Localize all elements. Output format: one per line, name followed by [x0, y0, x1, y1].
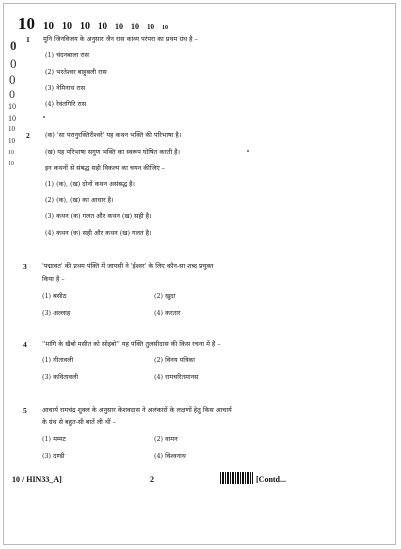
side-number: 0	[9, 87, 15, 101]
header-ten: 10	[62, 21, 72, 32]
option: (2) वामन	[154, 435, 178, 443]
header-ten: 10	[115, 22, 123, 31]
question-number: 3	[23, 262, 27, 271]
option: (1) गीतावली	[42, 356, 74, 364]
question-number: 5	[23, 406, 27, 415]
stray-mark	[247, 150, 249, 152]
option: (3) कथन (क) गलत और कथन (ख) सही है।	[45, 212, 152, 220]
option: (1) मम्मट	[42, 435, 66, 443]
header-ten-big: 10	[18, 14, 35, 33]
stray-mark	[43, 116, 45, 118]
option: (1) (क), (ख) दोनों कथन असंबद्ध है।	[45, 180, 135, 188]
side-number: 0	[10, 56, 17, 71]
question-stem: ''मांगि के खैबो मसीत को सोइबो'' यह पंक्ति तुलसीदास की किस रचना में है –	[42, 340, 221, 348]
option: (4) रेवंतगिरि रास	[45, 100, 87, 108]
option: (2) भरतेश्वर बाहुबली रास	[45, 68, 107, 76]
paper-code: 10 / HIN33_A]	[12, 475, 62, 484]
side-number: 10	[8, 102, 16, 111]
option: (4) विश्वनाथ	[154, 452, 186, 460]
option: (1) चंदनबाला रास	[45, 51, 89, 59]
header-ten: 10	[131, 22, 139, 31]
side-number: 10	[8, 137, 15, 145]
option: (3) दण्डी	[42, 452, 65, 460]
question-stem: मुनि जिनविजय के अनुसार जैन रास काव्य परंपरा का प्रथम ग्रंथ है –	[43, 35, 198, 43]
option: (4) रामचरितमानस	[154, 373, 199, 381]
header-ten: 10	[80, 21, 90, 32]
side-number: 10	[8, 114, 16, 123]
option: (4) करतार	[154, 309, 181, 317]
header-ten: 10	[162, 25, 168, 31]
continued-label: [Contd...	[256, 475, 287, 484]
exam-page	[3, 3, 396, 545]
option: (3) अल्लाह	[42, 309, 71, 317]
header-ten: 10	[43, 20, 54, 32]
question-stem: (ख) यह परिभाषा सगुण भक्ति का स्वरूप घोषित करती है।	[45, 148, 181, 156]
side-number: 0	[9, 72, 16, 87]
option: (2) खुदा	[154, 292, 176, 300]
question-stem: किया है –	[42, 275, 65, 283]
side-number: 10	[8, 161, 14, 167]
question-stem: के ग्रंथ से बहुत-सी बातें ली थीं –	[42, 418, 116, 426]
page-number: 2	[150, 475, 154, 484]
option: (3) कवितावली	[42, 373, 79, 381]
question-stem: 'पद्मावत' की प्रथम पंक्ति में जायसी ने 'ईश्वर' के लिए कौन-सा शब्द प्रयुक्त	[42, 262, 214, 270]
option: (3) नेमिनाथ रास	[45, 84, 86, 92]
side-number: 10	[8, 125, 15, 133]
option: (2) (क), (ख) का आधार है।	[45, 196, 114, 204]
option: (4) कथन (क) सही और कथन (ख) गलत है।	[45, 229, 152, 237]
header-ten-row	[18, 14, 172, 34]
question-number: 2	[26, 131, 30, 140]
question-stem: (क) 'सा परानुरक्तिरीश्वरे' यह कथन भक्ति की परिभाषा है।	[45, 131, 182, 139]
question-stem: इन कथनों से संबद्ध सही विकल्प का चयन कीजिए –	[45, 164, 165, 172]
side-number: 0	[10, 38, 17, 53]
question-number: 4	[23, 340, 27, 349]
header-ten: 10	[147, 23, 154, 31]
question-stem: आचार्य रामचंद्र शुक्ल के अनुसार केशवदास ने अलंकारों के लक्षणों हेतु किस आचार्य	[42, 406, 232, 414]
option: (1) बसीठ	[42, 292, 67, 300]
option: (2) विनय पत्रिका	[154, 356, 195, 364]
question-number: 1	[26, 35, 30, 44]
header-ten: 10	[98, 21, 107, 31]
barcode-icon	[220, 472, 253, 484]
side-number: 10	[8, 150, 14, 156]
